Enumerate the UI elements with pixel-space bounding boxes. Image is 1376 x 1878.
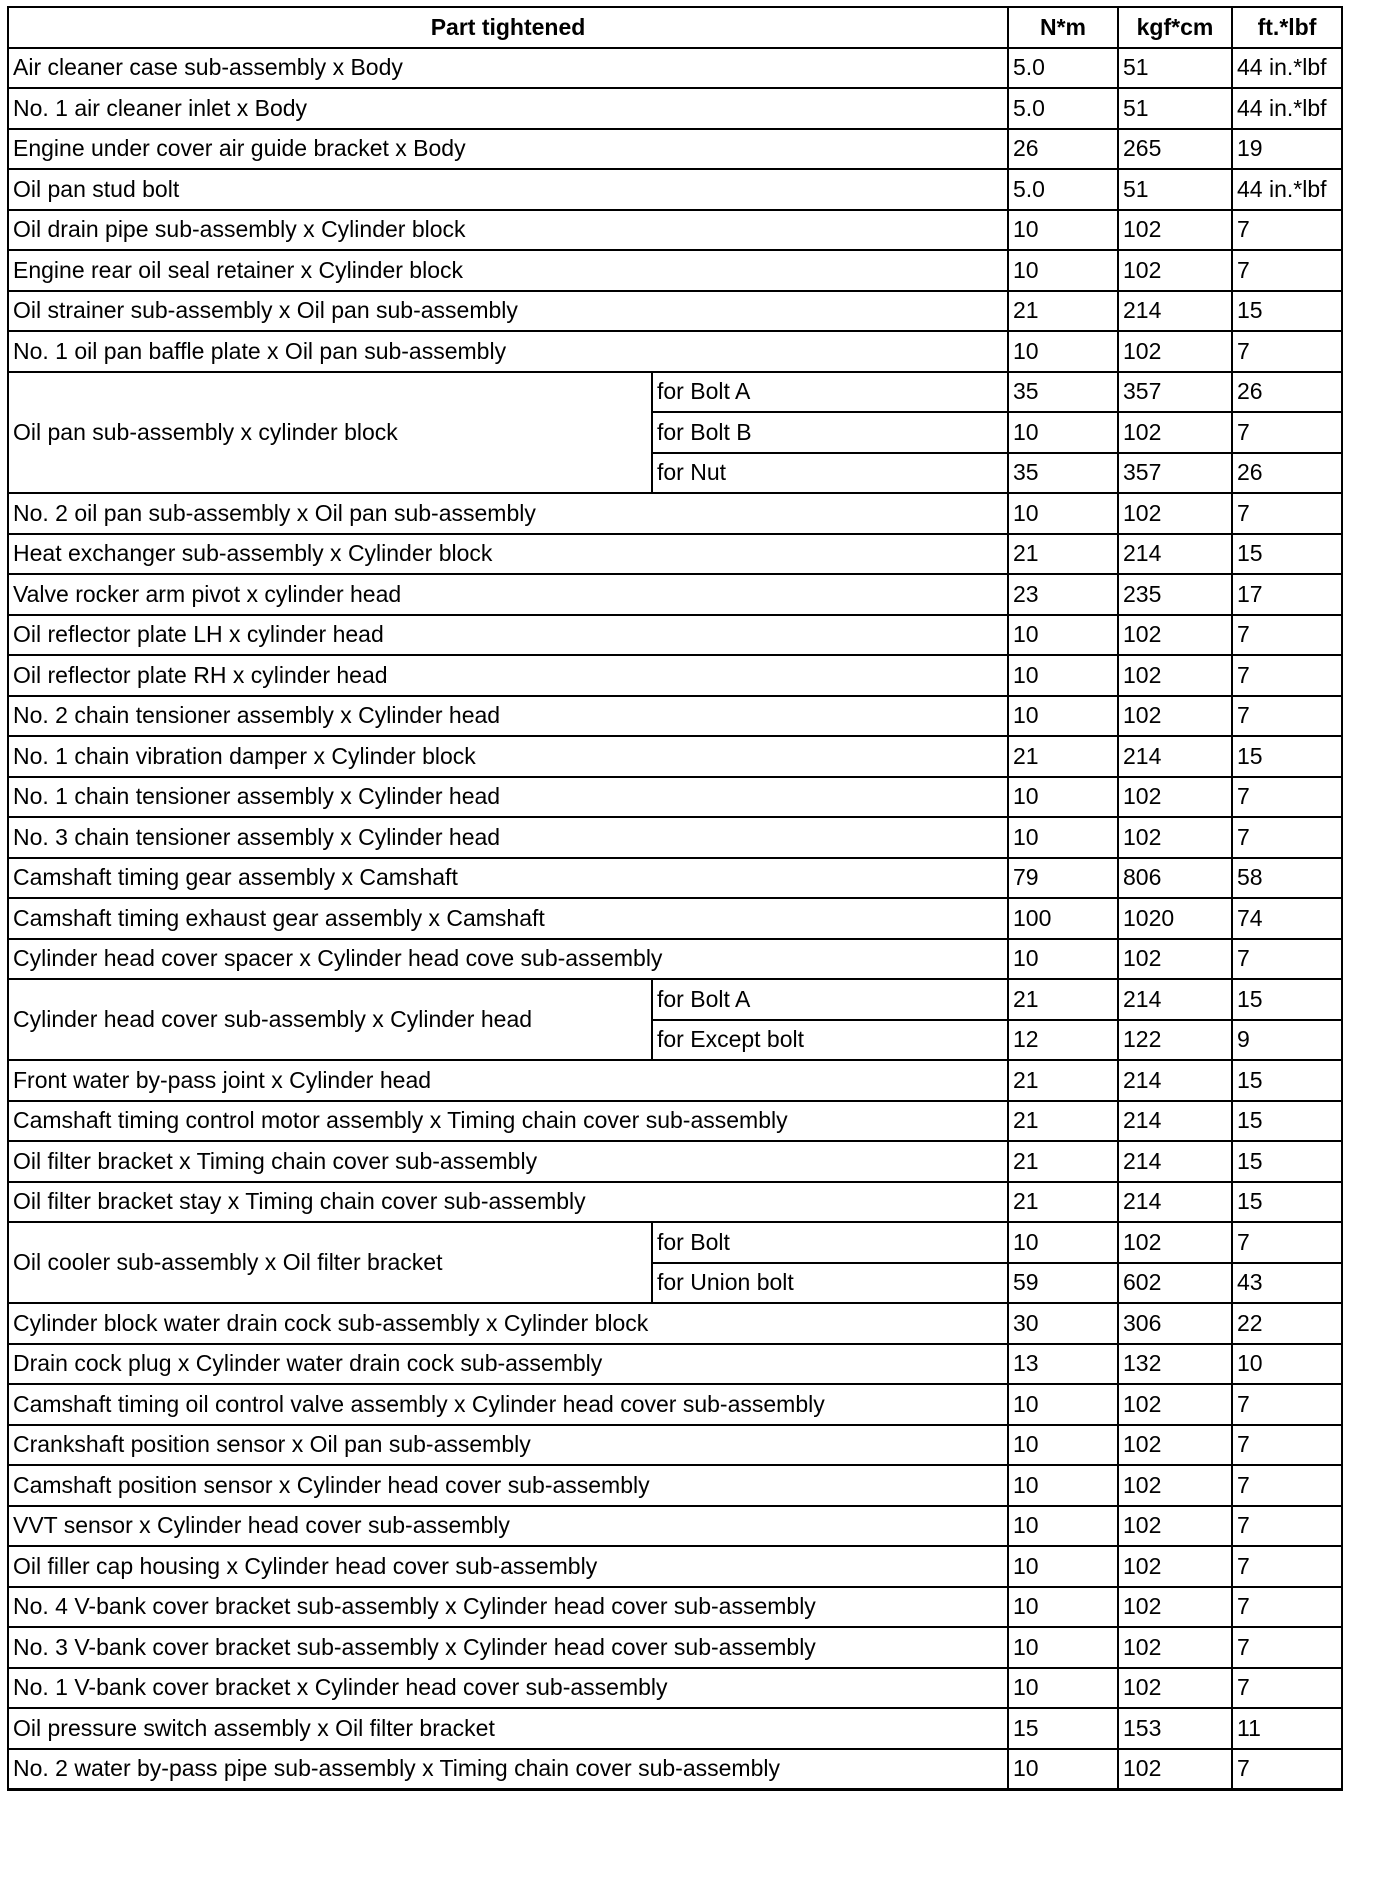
table-row [8,331,1342,372]
kgfcm-cell: 51 [1118,169,1232,210]
part-cell: Camshaft timing exhaust gear assembly x Camshaft [8,898,1008,939]
table-row [8,1060,1342,1101]
header-nm: N*m [1008,7,1118,48]
part-cell: No. 2 chain tensioner assembly x Cylinder head [8,696,1008,737]
nm-cell: 21 [1008,1141,1118,1182]
part-cell: Cylinder head cover spacer x Cylinder head cove sub-assembly [8,939,1008,980]
ftlbf-cell: 7 [1232,1425,1342,1466]
nm-cell: 21 [1008,291,1118,332]
table-row [8,493,1342,534]
nm-cell: 21 [1008,534,1118,575]
table-row [8,655,1342,696]
kgfcm-cell: 102 [1118,1587,1232,1628]
ftlbf-cell: 15 [1232,534,1342,575]
table-row [8,1384,1342,1425]
part-cell: Camshaft position sensor x Cylinder head cover sub-assembly [8,1465,1008,1506]
nm-cell: 23 [1008,574,1118,615]
kgfcm-cell: 122 [1118,1020,1232,1061]
table-row [8,736,1342,777]
part-cell: VVT sensor x Cylinder head cover sub-assembly [8,1506,1008,1547]
nm-cell: 10 [1008,1384,1118,1425]
table-row [8,1425,1342,1466]
part-cell: Cylinder head cover sub-assembly x Cylinder head [8,979,652,1060]
kgfcm-cell: 153 [1118,1708,1232,1749]
nm-cell: 21 [1008,979,1118,1020]
kgfcm-cell: 102 [1118,696,1232,737]
nm-cell: 10 [1008,615,1118,656]
nm-cell: 10 [1008,210,1118,251]
part-cell: Oil reflector plate RH x cylinder head [8,655,1008,696]
table-row [8,48,1342,89]
table-row [8,534,1342,575]
kgfcm-cell: 806 [1118,858,1232,899]
nm-cell: 10 [1008,939,1118,980]
table-row [8,1668,1342,1709]
part-cell: Heat exchanger sub-assembly x Cylinder block [8,534,1008,575]
condition-cell: for Nut [652,453,1008,494]
kgfcm-cell: 214 [1118,979,1232,1020]
nm-cell: 10 [1008,777,1118,818]
table-row [8,777,1342,818]
nm-cell: 12 [1008,1020,1118,1061]
condition-cell: for Bolt [652,1222,1008,1263]
nm-cell: 5.0 [1008,88,1118,129]
kgfcm-cell: 102 [1118,817,1232,858]
part-cell: No. 1 air cleaner inlet x Body [8,88,1008,129]
table-row [8,574,1342,615]
nm-cell: 10 [1008,412,1118,453]
nm-cell: 21 [1008,1182,1118,1223]
ftlbf-cell: 11 [1232,1708,1342,1749]
part-cell: Engine rear oil seal retainer x Cylinder block [8,250,1008,291]
nm-cell: 10 [1008,1668,1118,1709]
kgfcm-cell: 102 [1118,1222,1232,1263]
nm-cell: 15 [1008,1708,1118,1749]
header-ftlbf: ft.*lbf [1232,7,1342,48]
condition-cell: for Bolt A [652,979,1008,1020]
ftlbf-cell: 15 [1232,1060,1342,1101]
nm-cell: 5.0 [1008,169,1118,210]
part-cell: No. 4 V-bank cover bracket sub-assembly x Cylinder head cover sub-assembly [8,1587,1008,1628]
kgfcm-cell: 214 [1118,1060,1232,1101]
ftlbf-cell: 15 [1232,979,1342,1020]
ftlbf-cell: 43 [1232,1263,1342,1304]
ftlbf-cell: 17 [1232,574,1342,615]
ftlbf-cell: 44 in.*lbf [1232,88,1342,129]
kgfcm-cell: 357 [1118,372,1232,413]
table-body [8,48,1342,1790]
part-cell: No. 1 chain tensioner assembly x Cylinder head [8,777,1008,818]
part-cell: Oil drain pipe sub-assembly x Cylinder block [8,210,1008,251]
part-cell: Camshaft timing control motor assembly x Timing chain cover sub-assembly [8,1101,1008,1142]
condition-cell: for Except bolt [652,1020,1008,1061]
ftlbf-cell: 7 [1232,250,1342,291]
nm-cell: 100 [1008,898,1118,939]
kgfcm-cell: 102 [1118,250,1232,291]
table-row [8,1101,1342,1142]
kgfcm-cell: 102 [1118,493,1232,534]
nm-cell: 10 [1008,1222,1118,1263]
part-cell: Camshaft timing gear assembly x Camshaft [8,858,1008,899]
ftlbf-cell: 44 in.*lbf [1232,48,1342,89]
table-row [8,817,1342,858]
table-row [8,250,1342,291]
table-row [8,372,1342,413]
header-row [8,7,1342,48]
ftlbf-cell: 7 [1232,817,1342,858]
part-cell: Cylinder block water drain cock sub-assembly x Cylinder block [8,1303,1008,1344]
part-cell: Oil reflector plate LH x cylinder head [8,615,1008,656]
ftlbf-cell: 58 [1232,858,1342,899]
nm-cell: 13 [1008,1344,1118,1385]
table-row [8,1141,1342,1182]
condition-cell: for Union bolt [652,1263,1008,1304]
kgfcm-cell: 602 [1118,1263,1232,1304]
kgfcm-cell: 214 [1118,534,1232,575]
kgfcm-cell: 102 [1118,1425,1232,1466]
ftlbf-cell: 15 [1232,1101,1342,1142]
kgfcm-cell: 265 [1118,129,1232,170]
part-cell: Oil filter bracket x Timing chain cover sub-assembly [8,1141,1008,1182]
part-cell: No. 1 chain vibration damper x Cylinder block [8,736,1008,777]
kgfcm-cell: 1020 [1118,898,1232,939]
ftlbf-cell: 7 [1232,1546,1342,1587]
kgfcm-cell: 357 [1118,453,1232,494]
ftlbf-cell: 7 [1232,1668,1342,1709]
ftlbf-cell: 7 [1232,1384,1342,1425]
table-row [8,1546,1342,1587]
table-row [8,1627,1342,1668]
ftlbf-cell: 26 [1232,372,1342,413]
part-cell: Oil pan sub-assembly x cylinder block [8,372,652,494]
nm-cell: 21 [1008,736,1118,777]
table-row [8,1506,1342,1547]
part-cell: Valve rocker arm pivot x cylinder head [8,574,1008,615]
ftlbf-cell: 15 [1232,736,1342,777]
part-cell: No. 2 water by-pass pipe sub-assembly x Timing chain cover sub-assembly [8,1749,1008,1790]
part-cell: Camshaft timing oil control valve assembly x Cylinder head cover sub-assembly [8,1384,1008,1425]
kgfcm-cell: 102 [1118,777,1232,818]
condition-cell: for Bolt A [652,372,1008,413]
nm-cell: 10 [1008,696,1118,737]
table-row [8,939,1342,980]
kgfcm-cell: 102 [1118,1749,1232,1790]
ftlbf-cell: 7 [1232,1506,1342,1547]
table-row [8,1749,1342,1790]
kgfcm-cell: 214 [1118,291,1232,332]
ftlbf-cell: 26 [1232,453,1342,494]
ftlbf-cell: 7 [1232,939,1342,980]
ftlbf-cell: 7 [1232,210,1342,251]
ftlbf-cell: 7 [1232,1749,1342,1790]
kgfcm-cell: 214 [1118,736,1232,777]
ftlbf-cell: 74 [1232,898,1342,939]
ftlbf-cell: 44 in.*lbf [1232,169,1342,210]
ftlbf-cell: 7 [1232,331,1342,372]
nm-cell: 59 [1008,1263,1118,1304]
kgfcm-cell: 51 [1118,48,1232,89]
kgfcm-cell: 102 [1118,615,1232,656]
ftlbf-cell: 10 [1232,1344,1342,1385]
nm-cell: 10 [1008,1465,1118,1506]
kgfcm-cell: 214 [1118,1101,1232,1142]
part-cell: Oil filter bracket stay x Timing chain cover sub-assembly [8,1182,1008,1223]
part-cell: Drain cock plug x Cylinder water drain cock sub-assembly [8,1344,1008,1385]
table-row [8,858,1342,899]
nm-cell: 10 [1008,817,1118,858]
nm-cell: 21 [1008,1060,1118,1101]
ftlbf-cell: 22 [1232,1303,1342,1344]
part-cell: Oil cooler sub-assembly x Oil filter bracket [8,1222,652,1303]
nm-cell: 10 [1008,250,1118,291]
ftlbf-cell: 7 [1232,615,1342,656]
part-cell: No. 3 V-bank cover bracket sub-assembly x Cylinder head cover sub-assembly [8,1627,1008,1668]
nm-cell: 30 [1008,1303,1118,1344]
ftlbf-cell: 15 [1232,1182,1342,1223]
table-row [8,1465,1342,1506]
ftlbf-cell: 7 [1232,1587,1342,1628]
nm-cell: 10 [1008,1425,1118,1466]
nm-cell: 26 [1008,129,1118,170]
table-row [8,291,1342,332]
table-row [8,1708,1342,1749]
condition-cell: for Bolt B [652,412,1008,453]
nm-cell: 10 [1008,1749,1118,1790]
ftlbf-cell: 19 [1232,129,1342,170]
part-cell: No. 1 V-bank cover bracket x Cylinder head cover sub-assembly [8,1668,1008,1709]
table-row [8,169,1342,210]
table-row [8,696,1342,737]
ftlbf-cell: 15 [1232,291,1342,332]
table-row [8,129,1342,170]
kgfcm-cell: 102 [1118,210,1232,251]
kgfcm-cell: 235 [1118,574,1232,615]
kgfcm-cell: 306 [1118,1303,1232,1344]
ftlbf-cell: 15 [1232,1141,1342,1182]
ftlbf-cell: 7 [1232,696,1342,737]
table-row [8,615,1342,656]
nm-cell: 10 [1008,1627,1118,1668]
torque-spec-table [7,6,1343,1791]
nm-cell: 10 [1008,1546,1118,1587]
ftlbf-cell: 9 [1232,1020,1342,1061]
kgfcm-cell: 102 [1118,1668,1232,1709]
part-cell: No. 3 chain tensioner assembly x Cylinder head [8,817,1008,858]
nm-cell: 10 [1008,1587,1118,1628]
table-row [8,88,1342,129]
kgfcm-cell: 102 [1118,1546,1232,1587]
ftlbf-cell: 7 [1232,1465,1342,1506]
nm-cell: 10 [1008,655,1118,696]
table-row [8,1222,1342,1263]
kgfcm-cell: 102 [1118,939,1232,980]
part-cell: Oil strainer sub-assembly x Oil pan sub-assembly [8,291,1008,332]
ftlbf-cell: 7 [1232,655,1342,696]
kgfcm-cell: 214 [1118,1141,1232,1182]
part-cell: Air cleaner case sub-assembly x Body [8,48,1008,89]
nm-cell: 10 [1008,1506,1118,1547]
nm-cell: 10 [1008,493,1118,534]
nm-cell: 35 [1008,372,1118,413]
table-row [8,1303,1342,1344]
kgfcm-cell: 102 [1118,1465,1232,1506]
table-row [8,1587,1342,1628]
nm-cell: 35 [1008,453,1118,494]
table-row [8,898,1342,939]
part-cell: Oil pan stud bolt [8,169,1008,210]
table-row [8,979,1342,1020]
kgfcm-cell: 214 [1118,1182,1232,1223]
part-cell: No. 2 oil pan sub-assembly x Oil pan sub-assembly [8,493,1008,534]
header-kgfcm: kgf*cm [1118,7,1232,48]
kgfcm-cell: 102 [1118,1627,1232,1668]
kgfcm-cell: 51 [1118,88,1232,129]
ftlbf-cell: 7 [1232,493,1342,534]
ftlbf-cell: 7 [1232,777,1342,818]
ftlbf-cell: 7 [1232,412,1342,453]
part-cell: Engine under cover air guide bracket x Body [8,129,1008,170]
part-cell: Front water by-pass joint x Cylinder head [8,1060,1008,1101]
kgfcm-cell: 102 [1118,331,1232,372]
table-row [8,210,1342,251]
ftlbf-cell: 7 [1232,1627,1342,1668]
part-cell: No. 1 oil pan baffle plate x Oil pan sub-assembly [8,331,1008,372]
nm-cell: 5.0 [1008,48,1118,89]
ftlbf-cell: 7 [1232,1222,1342,1263]
kgfcm-cell: 132 [1118,1344,1232,1385]
kgfcm-cell: 102 [1118,1506,1232,1547]
nm-cell: 10 [1008,331,1118,372]
nm-cell: 21 [1008,1101,1118,1142]
part-cell: Oil pressure switch assembly x Oil filter bracket [8,1708,1008,1749]
part-cell: Oil filler cap housing x Cylinder head cover sub-assembly [8,1546,1008,1587]
table-row [8,1344,1342,1385]
kgfcm-cell: 102 [1118,412,1232,453]
header-part-tightened: Part tightened [8,7,1008,48]
kgfcm-cell: 102 [1118,655,1232,696]
part-cell: Crankshaft position sensor x Oil pan sub-assembly [8,1425,1008,1466]
nm-cell: 79 [1008,858,1118,899]
table-row [8,1182,1342,1223]
kgfcm-cell: 102 [1118,1384,1232,1425]
